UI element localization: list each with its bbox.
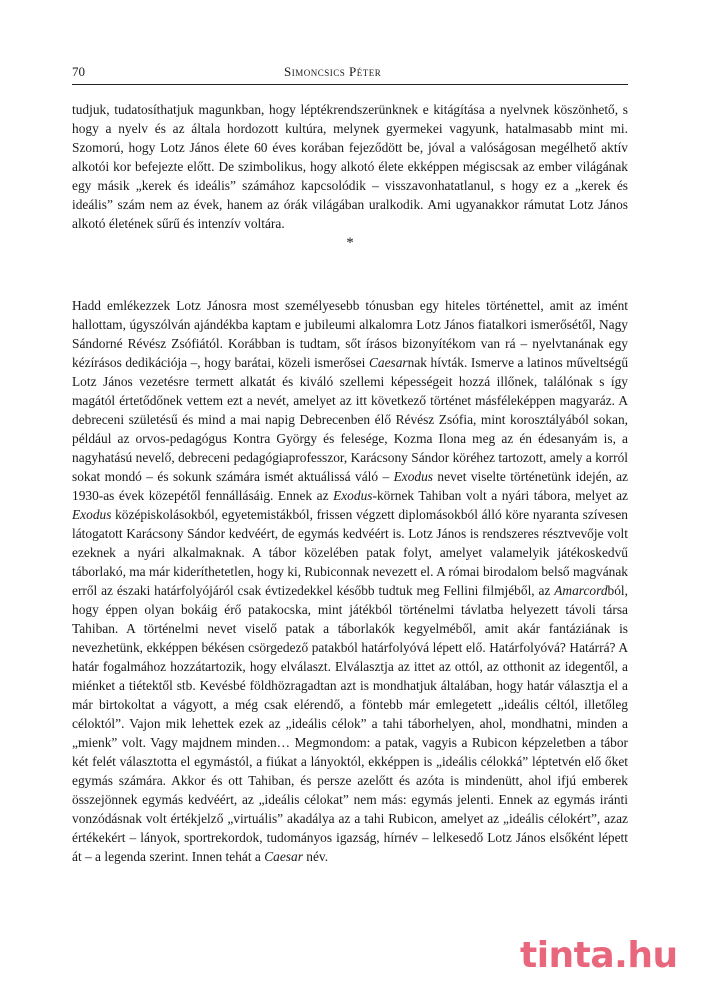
text-run: középiskolásokból, egyetemistákból, frissen végzett diplomásokból álló köre nyaranta szívesen látogatott Karácsony Sándor kedvéért, de egymás kedvéért is. Lotz János is rendszeres résztvevője volt ezeknek a nyári alkalmaknak. A tábor közelében patak folyt, amelyet valamelyik játékoskedvű táborlakó, ma már kideríthetetlen, hogy ki, Rubiconnak nevezett el. A római birodalom belső magvának erről az északi határfolyójáról csak évtizedekkel később tudtuk meg Fellini filmjéből, az (72, 507, 628, 598)
italic-term: Caesar (264, 849, 303, 864)
page-header (72, 62, 628, 85)
text-run: ból, hogy éppen olyan bokáig érő patakocska, mint játékból történelmi távlatba helyezett távoli társa Tahiban. A történelmi nevet viselő patak a táborlakók kegyelméből, amit akár fantáziának is nevezhetünk, ekképpen békésen csörgedező patakból határfolyóvá lépett elő. Határfolyóvá? Határrá? A határ fogalmához hozzátartozik, hogy elválaszt. Elválasztja az ittet az ottól, az otthonit az idegentől, a miénket a tiétektől stb. Kevésbé földhözragadtan azt is mondhatjuk általában, hogy határ választja el a már birtokoltat a vágyott, a még csak elérendő, a föntebb már emlegetett „ideális céltól, illetőleg céloktól”. Vajon mik lehettek ezek az „ideális célok” a tahi táborhelyen, ahol, mondhatni, minden a „mienk” volt. Vagy majdnem minden… Megmondom: a patak, vagyis a Rubicon képzeletben a tábor két felét választotta el egymástól, a fiúkat a lányoktól, ekképpen is „ideális célokká” léptetvén elő őket egymás számára. Akkor és ott Tahiban, és persze azelőtt és azóta is mindenütt, ahol ifjú emberek összejönnek egymás kedvéért, az „ideális célokat” nem más: egymás jelenti. Ennek az egymás iránti vonzódásnak volt értékjelző „virtuális” akadálya az a tahi Rubicon, amelyet az „ideális célokért”, azaz értékekért – lányok, sportrekordok, tudományos igazság, hírnév – lelkesedő Lotz János elsőként lépett át – a legenda szerint. Innen tehát a (72, 583, 628, 864)
italic-term: Exodus (393, 469, 434, 484)
watermark-logo: tinta.hu (520, 935, 678, 976)
italic-term: Amarcord (554, 583, 608, 598)
body-paragraph-1 (72, 100, 628, 233)
body-paragraph-2 (72, 296, 628, 866)
page-number: 70 (72, 64, 85, 79)
text-run: Hadd emlékezzek Lotz Jánosra most személyesebb tónusban egy hiteles történettel, amit az imént hallottam, úgyszólván ajándékba kaptam e jubileumi alkalomra Lotz János fiatalkori ismerősétől, Nagy Sándorné Révész Zsófiától. Korábban is tudtam, sőt írásos bizonyítékom van rá – nyelvtanának egy kézírásos dedikációja –, hogy barátai, közeli ismerősei (72, 298, 628, 370)
text-run: nak hívták. Ismerve a latinos műveltségű Lotz János vezetésre termett alkatát és kiváló szellemi képességeit hozzá illőnek, találónak s így magától értetődőnek vettem ezt a nevét, amelyet az itt következő történet másféleképpen magyaráz. A debreceni születésű és mind a mai napig Debrecenben élő Révész Zsófia, mint korosztályából sokan, például az orvos-pedagógus Kontra György és felesége, Kozma Ilona meg az én édesanyám is, a nagyhatású nevelő, debreceni pedagógiaprofesszor, Karácsony Sándor köréhez tartozott, amely a korról sokat mondó – és sokunk számára ismét aktuálissá váló – (72, 355, 629, 484)
section-separator: * (346, 235, 354, 251)
paragraph-text (72, 296, 628, 866)
italic-term: Caesar (368, 355, 408, 370)
running-head-author: Simoncsics Péter (284, 64, 382, 79)
italic-term: Exodus (333, 488, 373, 503)
text-run: nevet viselte történetünk idején, az 1930-as évek közepétől fennállásáig. Ennek az (72, 469, 628, 503)
text-run: név. (302, 849, 329, 864)
paragraph-text: tudjuk, tudatosíthatjuk magunkban, hogy léptékrendszerünknek e kitágítása a nyelvnek köszönhető, s hogy a nyelv és az általa hordozott kultúra, melynek gyermekei vagyunk, hatalmasabb mint mi. Szomorú, hogy Lotz János élete 60 éves korában fejeződött be, jóval a valóságosan megélhető aktív alkotói kor befejezte előtt. De szimbolikus, hogy alkotó élete ekképpen mégiscsak az ember világának egy másik „kerek és ideális” számához kapcsolódik – visszavonhatatlanul, s hogy ez a „kerek és ideális” szám nem az évek, hanem az órák világában uralkodik. Ami ugyanakkor rámutat Lotz János alkotó életének sűrű és intenzív voltára. (72, 102, 628, 231)
italic-term: Exodus (72, 507, 112, 522)
text-run: -körnek Tahiban volt a nyári tábora, melyet az (372, 488, 628, 503)
